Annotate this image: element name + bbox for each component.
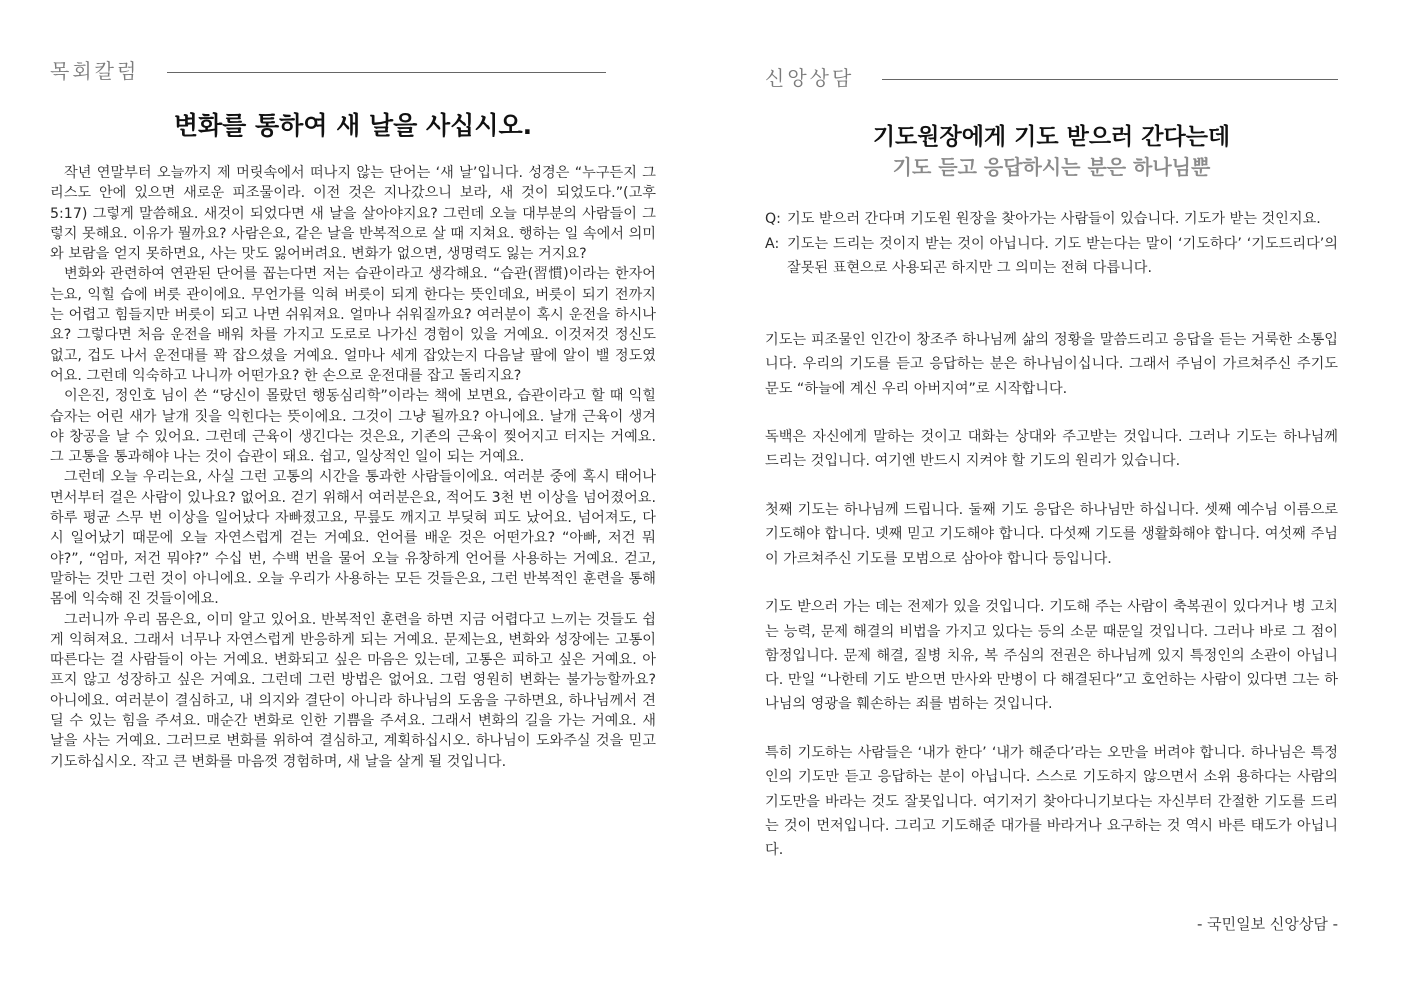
source-credit: - 국민일보 신앙상담 - (1196, 915, 1338, 933)
header-rule (167, 72, 606, 73)
section-label-pastoral-column: 목회칼럼 (50, 59, 140, 83)
answer-text: 기도는 드리는 것이지 받는 것이 아닙니다. 기도 받는다는 말이 ‘기도하다’ ‘기도드리다’의 잘못된 표현으로 사용되곤 하지만 그 의미는 전혀 다릅니다. (787, 235, 1338, 276)
question-text: 기도 받으러 간다며 기도원 원장을 찾아가는 사람들이 있습니다. 기도가 받는 것인지요. (787, 211, 1321, 227)
counseling-paragraph: 기도는 피조물인 인간이 창조주 하나님께 삶의 정황을 말씀드리고 응답을 듣는 거룩한 소통입니다. 우리의 기도를 듣고 응답하는 분은 하나님이십니다. 그래서 주님이 가르쳐주신 주기도문도 “하늘에 계신 우리 아버지여”로 시작합니다. (765, 332, 1338, 397)
answer-item (765, 232, 1338, 281)
column-paragraph: 변화와 관련하여 연관된 단어를 꼽는다면 저는 습관이라고 생각해요. “습관(習慣)이라는 한자어는요, 익힐 습에 버릇 관이에요. 무언가를 익혀 버릇이 되게 한다는 뜻인데요, 버릇이 되기 전까지는 어렵고 힘들지만 버릇이 되고 나면 쉬워져요. 얼마나 쉬워질까요? 여러분이 혹시 운전을 하시나요? 그렇다면 처음 운전을 배워 차를 가지고 도로로 나가신 경험이 있을 거예요. 이것저것 정신도 없고, 겁도 나서 운전대를 꽉 잡으셨을 거예요. 얼마나 세게 잡았는지 다음날 팔에 알이 밸 정도였어요. 그런데 익숙하고 나니까 어떤가요? 한 손으로 운전대를 잡고 돌리지요? (50, 266, 656, 384)
header-rule (882, 79, 1338, 80)
counseling-paragraph: 특히 기도하는 사람들은 ‘내가 한다’ ‘내가 해준다’라는 오만을 버려야 합니다. 하나님은 특정인의 기도만 듣고 응답하는 분이 아닙니다. 스스로 기도하지 않으면서 소위 용하다는 사람의 기도만을 바라는 것도 잘못입니다. 여기저기 찾아다니기보다는 자신부터 간절한 기도를 드리는 것이 먼저입니다. 그리고 기도해준 대가를 바라거나 요구하는 것 역시 바른 태도가 아닙니다. (765, 745, 1338, 859)
answer-marker: A: (765, 235, 780, 252)
column-paragraph: 그런데 오늘 우리는요, 사실 그런 고통의 시간을 통과한 사람들이에요. 여러분 중에 혹시 태어나면서부터 걸은 사람이 있나요? 없어요. 걷기 위해서 여러분은요, 적어도 3천 번 이상을 넘어졌어요. 하루 평균 스무 번 이상을 일어났다 자빠졌고요, 무릎도 깨지고 부딪혀 피도 났어요. 넘어져도, 다시 일어났기 때문에 오늘 자연스럽게 걷는 거예요. 언어를 배운 것은 어떤가요? “아빠, 저건 뭐야?”, “엄마, 저건 뭐야?” 수십 번, 수백 번을 물어 오늘 유창하게 언어를 사용하는 거예요. 걷고, 말하는 것만 그런 것이 아니에요. 오늘 우리가 사용하는 모든 것들은요, 그런 반복적인 훈련을 통해 몸에 익숙해 진 것들이에요. (50, 469, 656, 608)
question-marker: Q: (765, 211, 781, 227)
column-body (50, 163, 656, 772)
question-item (765, 207, 1338, 232)
counseling-paragraph: 기도 받으러 가는 데는 전제가 있을 것입니다. 기도해 주는 사람이 축복권이 있다거나 병 고치는 능력, 문제 해결의 비법을 가지고 있다는 등의 소문 때문일 것입니다. 그러나 바로 그 점이 함정입니다. 문제 해결, 질병 치유, 복 주심의 전권은 하나님께 있지 특정인의 소관이 아닙니다. 만일 “나한테 기도 받으면 만사와 만병이 다 해결된다”고 호언하는 사람이 있다면 그는 하나님의 영광을 훼손하는 죄를 범하는 것입니다. (765, 599, 1338, 713)
counseling-title: 기도원장에게 기도 받으러 간다는데 (872, 124, 1231, 150)
left-section-header (50, 55, 656, 84)
column-paragraph: 작년 연말부터 오늘까지 제 머릿속에서 떠나지 않는 단어는 ‘새 날’입니다. 성경은 “누구든지 그리스도 안에 있으면 새로운 피조물이라. 이전 것은 지나갔으니 보라, 새 것이 되었도다.”(고후5:17) 그렇게 말씀해요. 새것이 되었다면 새 날을 살아야지요? 그런데 오늘 대부분의 사람들이 그렇지 못해요. 이유가 뭘까요? 사람은요, 같은 날을 반복적으로 살 때 지쳐요. 행하는 일 속에서 의미와 보람을 얻지 못하면요, 사는 맛도 잃어버려요. 변화가 없으면, 생명력도 잃는 거지요? (50, 165, 656, 263)
counseling-paragraph: 독백은 자신에게 말하는 것이고 대화는 상대와 주고받는 것입니다. 그러나 기도는 하나님께 드리는 것입니다. 여기엔 반드시 지켜야 할 기도의 원리가 있습니다. (765, 429, 1338, 470)
column-title: 변화를 통하여 새 날을 사십시오. (173, 111, 533, 140)
qa-block (765, 207, 1338, 281)
counseling-body (765, 328, 1338, 887)
column-paragraph: 그러니까 우리 몸은요, 이미 알고 있어요. 반복적인 훈련을 하면 지금 어렵다고 느끼는 것들도 쉽게 익혀져요. 그래서 너무나 자연스럽게 반응하게 되는 거예요. 문제는요, 변화와 성장에는 고통이 따른다는 걸 사람들이 아는 거예요. 변화되고 싶은 마음은 있는데, 고통은 피하고 싶은 거예요. 아프지 않고 성장하고 싶은 거예요. 그런데 그런 방법은 없어요. 그럼 영원히 변화는 불가능할까요? 아니에요. 여러분이 결심하고, 내 의지와 결단이 아니라 하나님의 도움을 구하면요, 하나님께서 견딜 수 있는 힘을 주셔요. 매순간 변화로 인한 기쁨을 주셔요. 그래서 변화의 길을 가는 거예요. 새 날을 사는 거예요. 그러므로 변화를 위하여 결심하고, 계획하십시오. 하나님이 도와주실 것을 믿고 기도하십시오. 작고 큰 변화를 마음껏 경험하며, 새 날을 살게 될 것입니다. (50, 611, 656, 770)
right-section-header (765, 62, 1338, 91)
counseling-paragraph: 첫째 기도는 하나님께 드립니다. 둘째 기도 응답은 하나님만 하십니다. 셋째 예수님 이름으로 기도해야 합니다. 넷째 믿고 기도해야 합니다. 다섯째 기도를 생활화해야 합니다. 여섯째 주님이 가르쳐주신 기도를 모범으로 삼아야 합니다 등입니다. (765, 502, 1338, 567)
counseling-subtitle: 기도 듣고 응답하시는 분은 하나님뿐 (892, 155, 1211, 179)
column-paragraph: 이은진, 정인호 님이 쓴 “당신이 몰랐던 행동심리학”이라는 책에 보면요, 습관이라고 할 때 익힐 습자는 어린 새가 날개 짓을 익힌다는 뜻이에요. 그것이 그냥 될까요? 아니에요. 날개 근육이 생겨야 창공을 날 수 있어요. 그런데 근육이 생긴다는 것은요, 기존의 근육이 찢어지고 터지는 거예요. 그 고통을 통과해야 나는 것이 습관이 돼요. 쉽고, 일상적인 일이 되는 거예요. (50, 388, 656, 466)
section-label-faith-counseling: 신앙상담 (765, 66, 855, 90)
